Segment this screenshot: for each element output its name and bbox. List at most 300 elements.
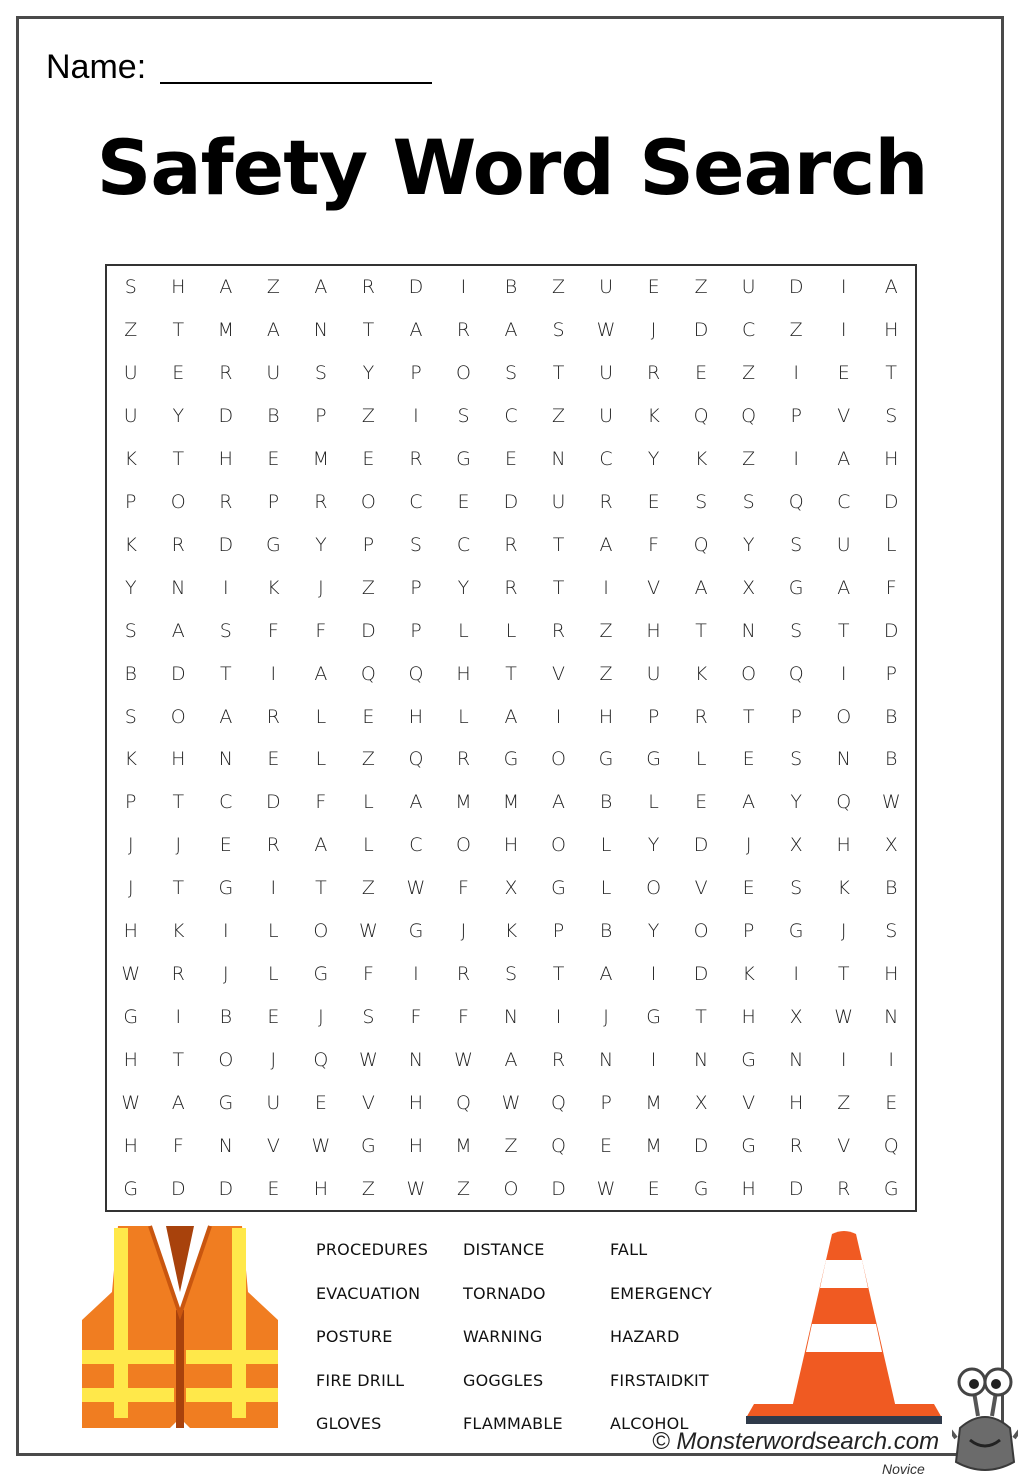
- grid-letter[interactable]: V: [266, 1134, 280, 1157]
- grid-letter[interactable]: D: [693, 319, 709, 342]
- grid-letter[interactable]: I: [413, 405, 419, 428]
- grid-letter[interactable]: U: [551, 490, 566, 513]
- grid-letter[interactable]: Y: [315, 533, 327, 556]
- grid-letter[interactable]: R: [646, 362, 661, 385]
- grid-letter[interactable]: A: [314, 276, 328, 299]
- grid-letter[interactable]: Z: [599, 662, 613, 685]
- grid-letter[interactable]: A: [552, 791, 566, 814]
- grid-letter[interactable]: S: [790, 877, 803, 900]
- grid-letter[interactable]: H: [313, 1177, 329, 1200]
- grid-letter[interactable]: C: [409, 834, 423, 857]
- grid-letter[interactable]: Y: [124, 576, 137, 599]
- grid-letter[interactable]: Z: [361, 576, 375, 599]
- grid-letter[interactable]: J: [318, 576, 324, 599]
- grid-letter[interactable]: R: [266, 705, 280, 728]
- grid-letter[interactable]: A: [599, 533, 613, 556]
- grid-letter[interactable]: O: [455, 834, 471, 857]
- grid-letter[interactable]: A: [266, 319, 280, 342]
- grid-letter[interactable]: B: [599, 791, 613, 814]
- grid-letter[interactable]: J: [127, 877, 134, 900]
- grid-letter[interactable]: J: [460, 920, 467, 943]
- grid-letter[interactable]: I: [555, 705, 562, 728]
- grid-letter[interactable]: R: [456, 319, 471, 342]
- grid-letter[interactable]: A: [314, 662, 328, 685]
- grid-letter[interactable]: H: [456, 662, 471, 685]
- grid-letter[interactable]: Z: [361, 405, 375, 428]
- grid-letter[interactable]: Z: [599, 619, 613, 642]
- grid-letter[interactable]: F: [410, 1005, 422, 1028]
- grid-letter[interactable]: E: [647, 276, 660, 299]
- grid-letter[interactable]: A: [314, 834, 328, 857]
- grid-letter[interactable]: W: [359, 1048, 378, 1071]
- grid-letter[interactable]: Q: [551, 1091, 566, 1114]
- grid-letter[interactable]: X: [789, 834, 803, 857]
- grid-letter[interactable]: T: [315, 877, 327, 900]
- grid-letter[interactable]: P: [742, 920, 755, 943]
- grid-letter[interactable]: G: [361, 1134, 376, 1157]
- grid-letter[interactable]: D: [693, 834, 709, 857]
- grid-letter[interactable]: R: [504, 533, 518, 556]
- grid-letter[interactable]: C: [409, 490, 423, 513]
- grid-letter[interactable]: Z: [742, 362, 756, 385]
- grid-letter[interactable]: N: [218, 1134, 233, 1157]
- grid-letter[interactable]: B: [885, 877, 898, 900]
- grid-letter[interactable]: I: [650, 962, 657, 985]
- grid-letter[interactable]: K: [504, 920, 518, 943]
- grid-letter[interactable]: S: [885, 405, 898, 428]
- grid-letter[interactable]: W: [596, 319, 616, 342]
- grid-letter[interactable]: I: [270, 877, 277, 900]
- grid-letter[interactable]: I: [840, 319, 847, 342]
- grid-letter[interactable]: S: [790, 619, 803, 642]
- grid-letter[interactable]: M: [645, 1134, 662, 1157]
- grid-letter[interactable]: Q: [551, 1134, 566, 1157]
- grid-letter[interactable]: H: [741, 1005, 756, 1028]
- grid-letter[interactable]: D: [266, 791, 281, 814]
- grid-letter[interactable]: I: [223, 920, 229, 943]
- grid-letter[interactable]: K: [837, 877, 850, 900]
- grid-letter[interactable]: H: [741, 1177, 756, 1200]
- grid-letter[interactable]: P: [125, 791, 137, 814]
- grid-letter[interactable]: N: [741, 619, 756, 642]
- grid-letter[interactable]: I: [175, 1005, 182, 1028]
- grid-letter[interactable]: Z: [361, 1177, 375, 1200]
- grid-letter[interactable]: U: [266, 362, 281, 385]
- grid-letter[interactable]: W: [834, 1005, 854, 1028]
- grid-letter[interactable]: Z: [504, 1134, 518, 1157]
- grid-letter[interactable]: O: [551, 834, 566, 857]
- grid-letter[interactable]: C: [837, 490, 851, 513]
- grid-letter[interactable]: E: [314, 1091, 327, 1114]
- grid-letter[interactable]: O: [170, 490, 186, 513]
- grid-letter[interactable]: I: [793, 448, 799, 471]
- grid-letter[interactable]: B: [885, 705, 898, 728]
- grid-letter[interactable]: R: [551, 619, 566, 642]
- grid-letter[interactable]: Z: [552, 276, 566, 299]
- grid-letter[interactable]: I: [603, 576, 609, 599]
- grid-letter[interactable]: W: [596, 1177, 616, 1200]
- grid-letter[interactable]: R: [171, 533, 185, 556]
- grid-letter[interactable]: N: [884, 1005, 899, 1028]
- grid-letter[interactable]: A: [171, 619, 185, 642]
- grid-letter[interactable]: H: [408, 705, 424, 728]
- grid-letter[interactable]: J: [223, 962, 229, 985]
- grid-letter[interactable]: P: [410, 576, 422, 599]
- grid-letter[interactable]: R: [361, 276, 375, 299]
- grid-letter[interactable]: G: [218, 1091, 234, 1114]
- grid-letter[interactable]: A: [504, 319, 518, 342]
- grid-letter[interactable]: P: [790, 405, 802, 428]
- grid-letter[interactable]: R: [551, 1048, 566, 1071]
- grid-letter[interactable]: I: [413, 962, 419, 985]
- grid-letter[interactable]: U: [836, 533, 851, 556]
- grid-letter[interactable]: A: [694, 576, 708, 599]
- grid-letter[interactable]: Z: [266, 276, 280, 299]
- grid-letter[interactable]: J: [175, 834, 182, 857]
- grid-letter[interactable]: V: [552, 662, 566, 685]
- grid-letter[interactable]: T: [172, 1048, 185, 1071]
- grid-letter[interactable]: H: [646, 619, 661, 642]
- grid-letter[interactable]: R: [266, 834, 280, 857]
- grid-letter[interactable]: H: [171, 276, 186, 299]
- grid-letter[interactable]: E: [362, 705, 375, 728]
- grid-letter[interactable]: P: [410, 619, 422, 642]
- grid-letter[interactable]: E: [647, 1177, 660, 1200]
- grid-letter[interactable]: R: [599, 490, 613, 513]
- grid-letter[interactable]: E: [267, 448, 280, 471]
- grid-letter[interactable]: Q: [408, 662, 424, 685]
- grid-letter[interactable]: E: [695, 362, 708, 385]
- grid-letter[interactable]: D: [503, 490, 519, 513]
- grid-letter[interactable]: N: [218, 748, 233, 771]
- grid-letter[interactable]: X: [789, 1005, 803, 1028]
- grid-letter[interactable]: Q: [693, 405, 709, 428]
- grid-letter[interactable]: Q: [741, 405, 757, 428]
- grid-letter[interactable]: S: [695, 490, 708, 513]
- grid-letter[interactable]: Q: [788, 662, 804, 685]
- grid-letter[interactable]: H: [171, 748, 186, 771]
- grid-letter[interactable]: Y: [172, 405, 185, 428]
- grid-letter[interactable]: E: [267, 748, 280, 771]
- grid-letter[interactable]: N: [836, 748, 851, 771]
- grid-letter[interactable]: O: [741, 662, 757, 685]
- grid-letter[interactable]: O: [360, 490, 376, 513]
- grid-letter[interactable]: W: [881, 791, 901, 814]
- grid-letter[interactable]: G: [646, 1005, 661, 1028]
- grid-letter[interactable]: V: [742, 1091, 756, 1114]
- grid-letter[interactable]: U: [123, 362, 138, 385]
- grid-letter[interactable]: C: [456, 533, 471, 556]
- grid-letter[interactable]: L: [458, 705, 469, 728]
- grid-letter[interactable]: D: [693, 962, 709, 985]
- grid-letter[interactable]: I: [793, 362, 799, 385]
- grid-letter[interactable]: U: [266, 1091, 281, 1114]
- grid-letter[interactable]: T: [885, 362, 898, 385]
- grid-letter[interactable]: L: [600, 877, 612, 900]
- grid-letter[interactable]: N: [598, 1048, 614, 1071]
- grid-letter[interactable]: P: [410, 362, 422, 385]
- grid-letter[interactable]: I: [793, 962, 799, 985]
- grid-letter[interactable]: T: [172, 791, 185, 814]
- grid-letter[interactable]: P: [647, 705, 660, 728]
- grid-letter[interactable]: G: [551, 877, 566, 900]
- grid-letter[interactable]: U: [741, 276, 756, 299]
- grid-letter[interactable]: C: [219, 791, 233, 814]
- grid-letter[interactable]: M: [502, 791, 520, 814]
- grid-letter[interactable]: O: [551, 748, 566, 771]
- grid-letter[interactable]: L: [268, 962, 279, 985]
- grid-letter[interactable]: E: [647, 490, 660, 513]
- grid-letter[interactable]: R: [694, 705, 708, 728]
- grid-letter[interactable]: H: [884, 962, 899, 985]
- grid-letter[interactable]: B: [124, 662, 137, 685]
- grid-letter[interactable]: F: [648, 533, 660, 556]
- grid-letter[interactable]: S: [790, 748, 803, 771]
- grid-letter[interactable]: W: [406, 877, 426, 900]
- grid-letter[interactable]: K: [172, 920, 185, 943]
- grid-letter[interactable]: H: [503, 834, 519, 857]
- grid-letter[interactable]: H: [123, 1134, 138, 1157]
- grid-letter[interactable]: N: [694, 1048, 709, 1071]
- grid-letter[interactable]: F: [267, 619, 279, 642]
- grid-letter[interactable]: H: [789, 1091, 804, 1114]
- grid-letter[interactable]: M: [455, 791, 472, 814]
- grid-letter[interactable]: X: [742, 576, 756, 599]
- grid-letter[interactable]: L: [363, 791, 374, 814]
- grid-letter[interactable]: L: [885, 533, 897, 556]
- grid-letter[interactable]: L: [600, 834, 612, 857]
- grid-letter[interactable]: A: [504, 705, 518, 728]
- grid-letter[interactable]: G: [408, 920, 424, 943]
- grid-letter[interactable]: X: [504, 877, 518, 900]
- grid-letter[interactable]: V: [837, 405, 851, 428]
- grid-letter[interactable]: Y: [647, 448, 660, 471]
- grid-letter[interactable]: Z: [361, 877, 375, 900]
- grid-letter[interactable]: O: [455, 362, 471, 385]
- grid-letter[interactable]: W: [359, 920, 378, 943]
- grid-letter[interactable]: A: [884, 276, 898, 299]
- grid-letter[interactable]: A: [171, 1091, 185, 1114]
- grid-letter[interactable]: E: [457, 490, 470, 513]
- grid-letter[interactable]: E: [504, 448, 517, 471]
- grid-letter[interactable]: T: [172, 448, 185, 471]
- grid-letter[interactable]: F: [315, 791, 327, 814]
- grid-letter[interactable]: W: [121, 1091, 141, 1114]
- grid-letter[interactable]: E: [695, 791, 708, 814]
- grid-letter[interactable]: Q: [788, 490, 804, 513]
- grid-letter[interactable]: B: [504, 276, 518, 299]
- grid-letter[interactable]: W: [454, 1048, 473, 1071]
- grid-letter[interactable]: K: [267, 576, 280, 599]
- grid-letter[interactable]: P: [125, 490, 137, 513]
- grid-letter[interactable]: L: [315, 705, 327, 728]
- grid-letter[interactable]: Z: [837, 1091, 851, 1114]
- grid-letter[interactable]: I: [888, 1048, 895, 1071]
- grid-letter[interactable]: L: [363, 834, 374, 857]
- grid-letter[interactable]: T: [695, 1005, 707, 1028]
- grid-letter[interactable]: J: [840, 920, 847, 943]
- grid-letter[interactable]: A: [742, 791, 756, 814]
- grid-letter[interactable]: K: [694, 662, 708, 685]
- grid-letter[interactable]: T: [742, 705, 755, 728]
- grid-letter[interactable]: B: [885, 748, 898, 771]
- grid-letter[interactable]: G: [788, 576, 804, 599]
- grid-letter[interactable]: G: [788, 920, 804, 943]
- grid-letter[interactable]: R: [314, 490, 328, 513]
- grid-letter[interactable]: G: [265, 533, 281, 556]
- grid-letter[interactable]: S: [790, 533, 803, 556]
- grid-letter[interactable]: S: [742, 490, 755, 513]
- grid-letter[interactable]: P: [315, 405, 327, 428]
- grid-letter[interactable]: Q: [455, 1091, 471, 1114]
- grid-letter[interactable]: T: [837, 619, 850, 642]
- grid-letter[interactable]: R: [219, 490, 233, 513]
- grid-letter[interactable]: E: [742, 877, 755, 900]
- grid-letter[interactable]: T: [552, 362, 565, 385]
- grid-letter[interactable]: O: [218, 1048, 234, 1071]
- grid-letter[interactable]: Y: [647, 920, 660, 943]
- grid-letter[interactable]: T: [695, 619, 707, 642]
- grid-letter[interactable]: K: [124, 748, 137, 771]
- grid-letter[interactable]: L: [648, 791, 659, 814]
- grid-letter[interactable]: H: [408, 1091, 424, 1114]
- grid-letter[interactable]: K: [742, 962, 755, 985]
- grid-letter[interactable]: S: [219, 619, 232, 642]
- grid-letter[interactable]: R: [504, 576, 518, 599]
- grid-letter[interactable]: S: [409, 533, 422, 556]
- grid-letter[interactable]: U: [599, 276, 613, 299]
- grid-letter[interactable]: R: [456, 748, 471, 771]
- grid-letter[interactable]: Y: [742, 533, 755, 556]
- grid-letter[interactable]: Z: [742, 448, 756, 471]
- grid-letter[interactable]: Q: [836, 791, 852, 814]
- grid-letter[interactable]: V: [694, 877, 708, 900]
- grid-letter[interactable]: H: [884, 448, 899, 471]
- grid-letter[interactable]: T: [172, 877, 185, 900]
- grid-letter[interactable]: L: [695, 748, 707, 771]
- grid-letter[interactable]: S: [362, 1005, 375, 1028]
- grid-letter[interactable]: M: [645, 1091, 662, 1114]
- grid-letter[interactable]: S: [504, 362, 518, 385]
- grid-letter[interactable]: F: [362, 962, 374, 985]
- grid-letter[interactable]: V: [361, 1091, 375, 1114]
- grid-letter[interactable]: V: [837, 1134, 851, 1157]
- grid-letter[interactable]: H: [123, 920, 138, 943]
- grid-letter[interactable]: V: [647, 576, 661, 599]
- grid-letter[interactable]: D: [883, 490, 899, 513]
- grid-letter[interactable]: G: [741, 1134, 756, 1157]
- grid-letter[interactable]: Q: [313, 1048, 329, 1071]
- grid-letter[interactable]: B: [599, 920, 613, 943]
- grid-letter[interactable]: G: [313, 962, 329, 985]
- grid-letter[interactable]: I: [840, 662, 847, 685]
- grid-letter[interactable]: N: [789, 1048, 804, 1071]
- grid-letter[interactable]: J: [745, 834, 752, 857]
- grid-letter[interactable]: R: [219, 362, 233, 385]
- grid-letter[interactable]: E: [600, 1134, 613, 1157]
- grid-letter[interactable]: D: [788, 1177, 804, 1200]
- grid-letter[interactable]: D: [788, 276, 804, 299]
- grid-letter[interactable]: E: [362, 448, 375, 471]
- grid-letter[interactable]: T: [505, 662, 517, 685]
- grid-letter[interactable]: Y: [362, 362, 375, 385]
- grid-letter[interactable]: I: [555, 1005, 562, 1028]
- grid-letter[interactable]: D: [693, 1134, 709, 1157]
- grid-letter[interactable]: L: [505, 619, 517, 642]
- grid-letter[interactable]: G: [123, 1005, 139, 1028]
- grid-letter[interactable]: I: [840, 1048, 847, 1071]
- grid-letter[interactable]: W: [406, 1177, 426, 1200]
- grid-letter[interactable]: S: [124, 705, 137, 728]
- grid-letter[interactable]: Z: [124, 319, 138, 342]
- grid-letter[interactable]: E: [885, 1091, 898, 1114]
- grid-letter[interactable]: O: [503, 1177, 519, 1200]
- grid-letter[interactable]: Y: [647, 834, 660, 857]
- grid-letter[interactable]: P: [600, 1091, 612, 1114]
- grid-letter[interactable]: T: [837, 962, 850, 985]
- grid-letter[interactable]: H: [408, 1134, 424, 1157]
- grid-letter[interactable]: C: [504, 405, 518, 428]
- grid-letter[interactable]: Z: [552, 405, 566, 428]
- grid-letter[interactable]: S: [552, 319, 565, 342]
- grid-letter[interactable]: H: [884, 319, 899, 342]
- grid-letter[interactable]: T: [552, 533, 565, 556]
- grid-letter[interactable]: D: [551, 1177, 566, 1200]
- grid-letter[interactable]: U: [599, 405, 613, 428]
- grid-letter[interactable]: T: [552, 962, 565, 985]
- grid-letter[interactable]: A: [219, 705, 233, 728]
- grid-letter[interactable]: A: [409, 319, 423, 342]
- grid-letter[interactable]: K: [124, 533, 137, 556]
- grid-letter[interactable]: D: [408, 276, 424, 299]
- grid-letter[interactable]: F: [885, 576, 897, 599]
- grid-letter[interactable]: A: [409, 791, 423, 814]
- grid-letter[interactable]: R: [456, 962, 471, 985]
- grid-letter[interactable]: F: [315, 619, 327, 642]
- grid-letter[interactable]: N: [313, 319, 328, 342]
- grid-letter[interactable]: T: [552, 576, 565, 599]
- grid-letter[interactable]: G: [503, 748, 519, 771]
- grid-letter[interactable]: D: [218, 1177, 234, 1200]
- grid-letter[interactable]: O: [646, 877, 662, 900]
- grid-letter[interactable]: D: [170, 662, 186, 685]
- grid-letter[interactable]: Z: [361, 748, 375, 771]
- grid-letter[interactable]: Q: [408, 748, 424, 771]
- grid-letter[interactable]: H: [598, 705, 614, 728]
- grid-letter[interactable]: P: [552, 920, 565, 943]
- grid-letter[interactable]: A: [599, 962, 613, 985]
- grid-letter[interactable]: E: [267, 1177, 280, 1200]
- grid-letter[interactable]: G: [693, 1177, 709, 1200]
- grid-letter[interactable]: E: [172, 362, 185, 385]
- grid-letter[interactable]: T: [362, 319, 375, 342]
- grid-letter[interactable]: O: [836, 705, 852, 728]
- grid-letter[interactable]: G: [741, 1048, 756, 1071]
- grid-letter[interactable]: U: [123, 405, 138, 428]
- grid-letter[interactable]: A: [837, 448, 851, 471]
- grid-letter[interactable]: S: [124, 619, 137, 642]
- grid-letter[interactable]: F: [458, 1005, 469, 1028]
- grid-letter[interactable]: F: [172, 1134, 184, 1157]
- grid-letter[interactable]: H: [218, 448, 233, 471]
- grid-letter[interactable]: S: [457, 405, 470, 428]
- grid-letter[interactable]: I: [650, 1048, 657, 1071]
- grid-letter[interactable]: J: [603, 1005, 609, 1028]
- grid-letter[interactable]: J: [650, 319, 657, 342]
- grid-letter[interactable]: N: [503, 1005, 519, 1028]
- grid-letter[interactable]: M: [217, 319, 235, 342]
- grid-letter[interactable]: U: [599, 362, 613, 385]
